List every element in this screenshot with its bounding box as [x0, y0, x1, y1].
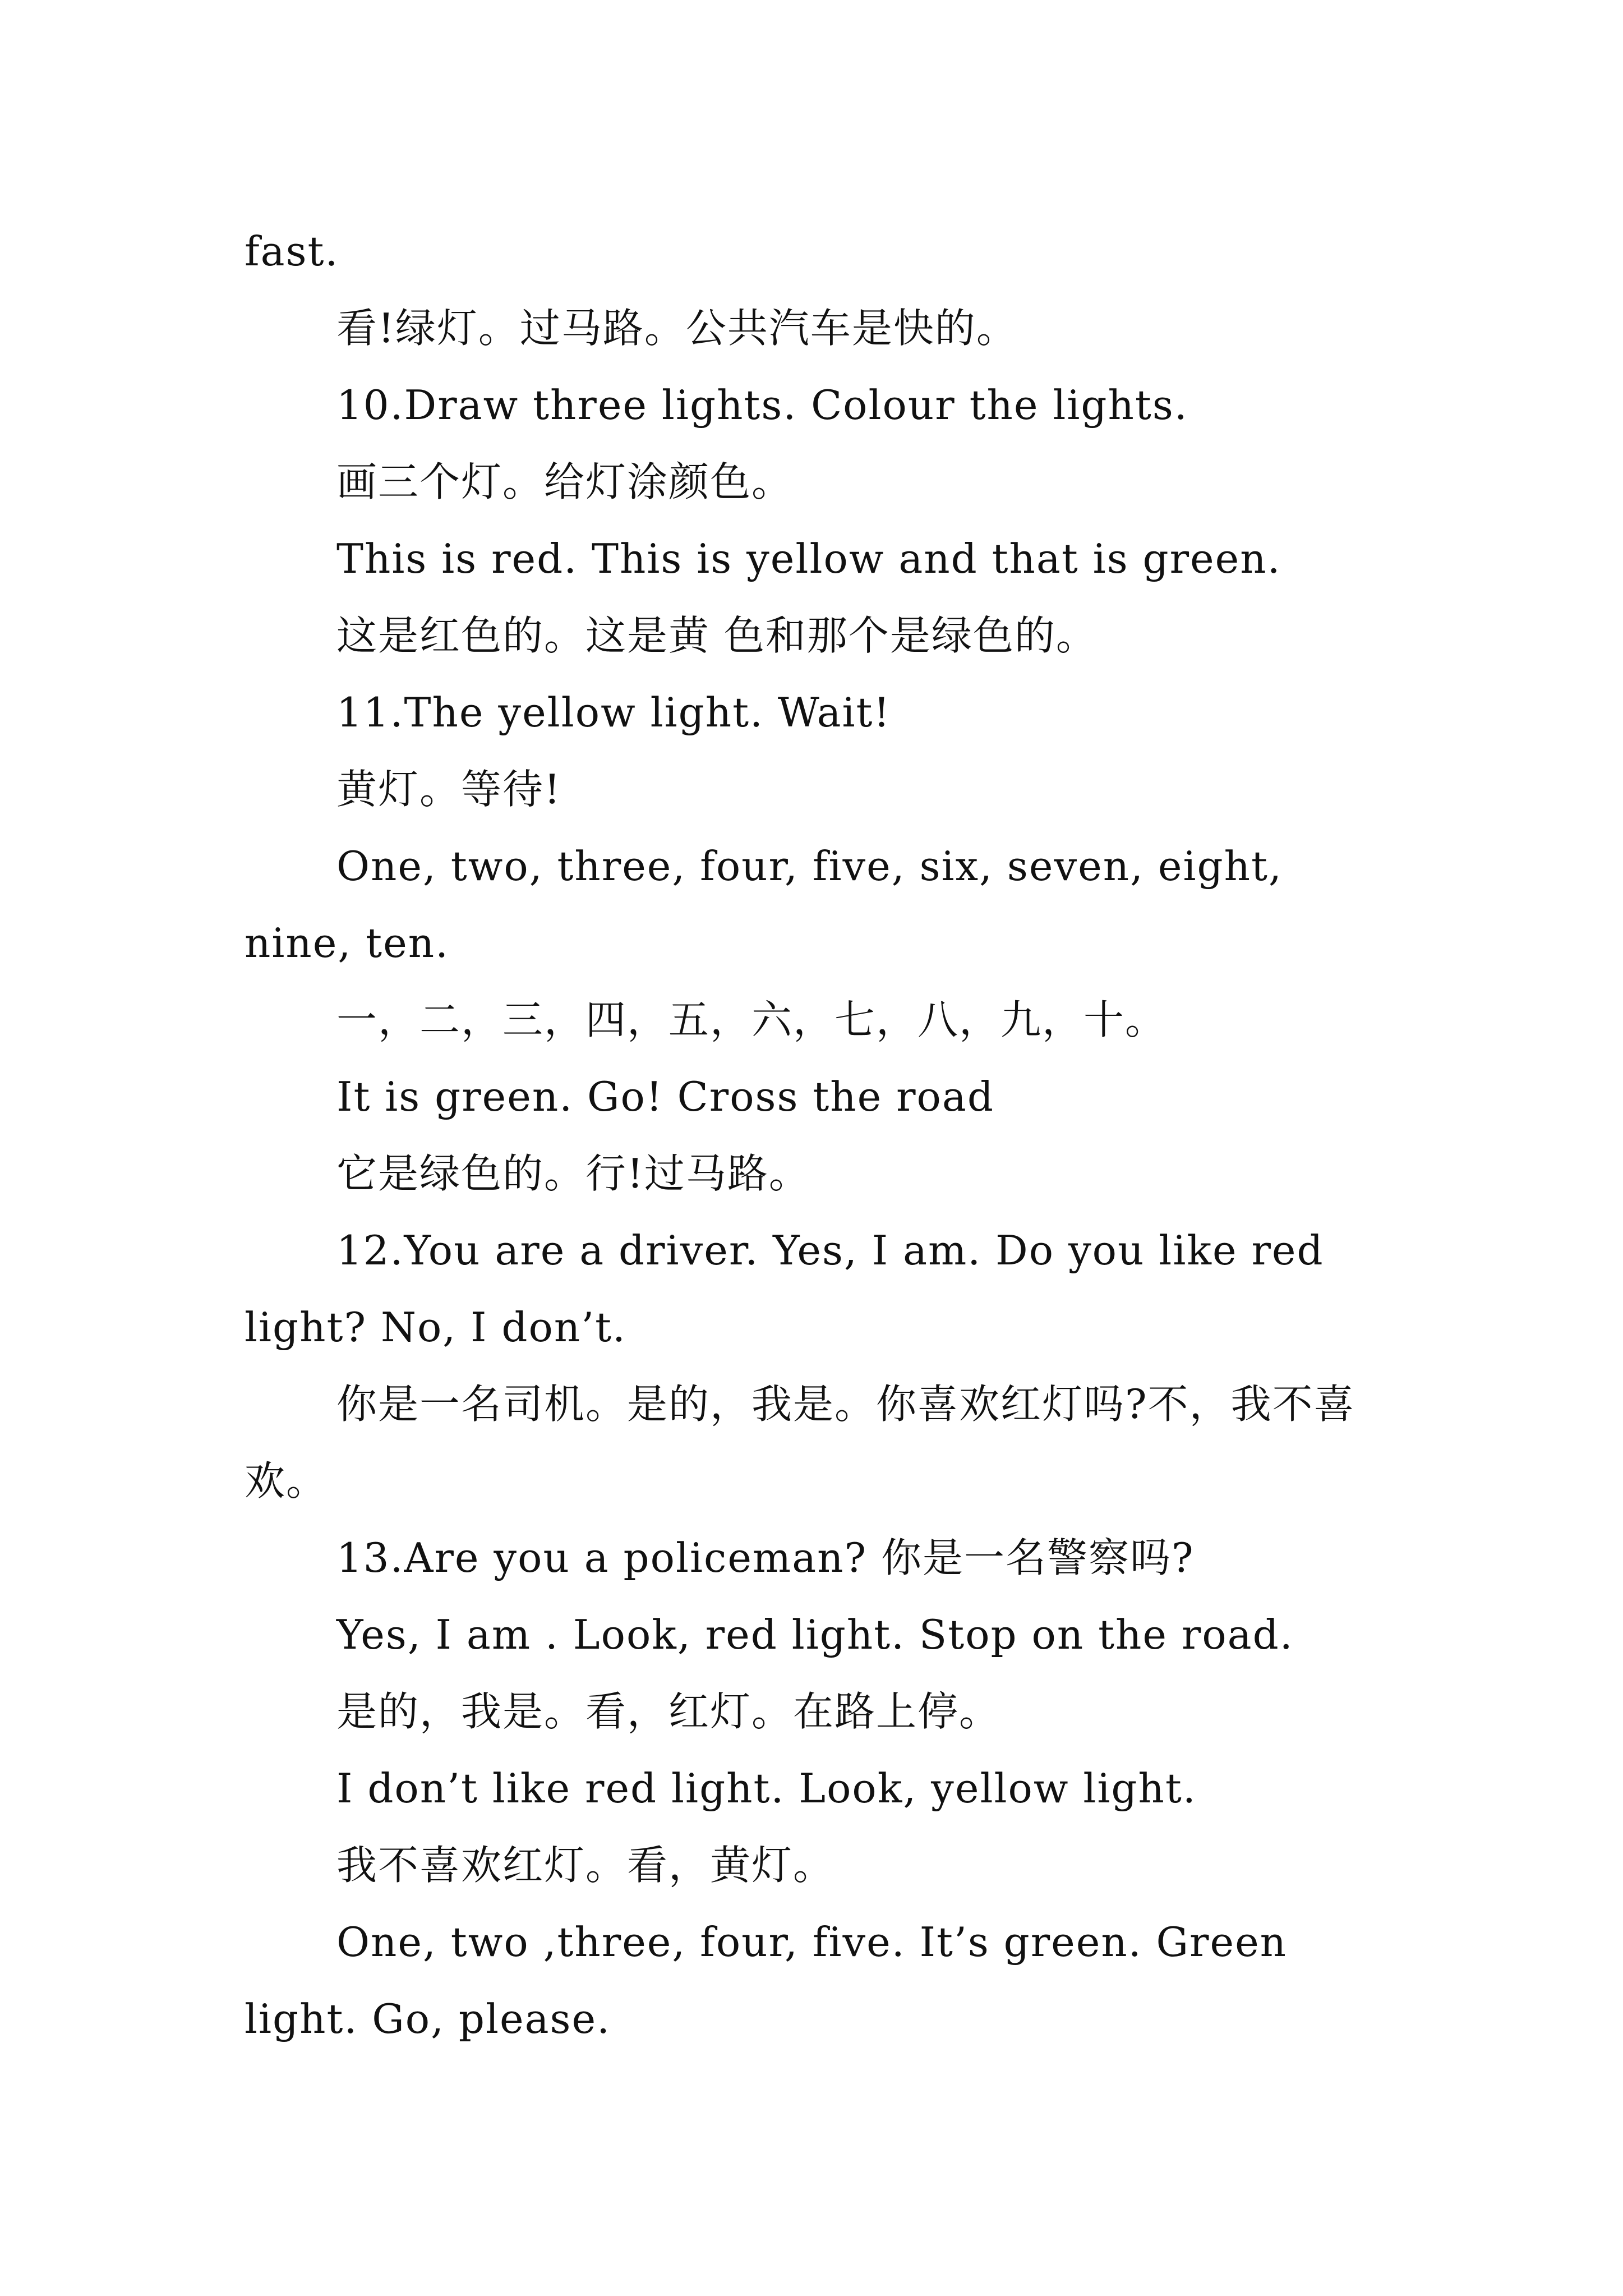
text-line: 10.Draw three lights. Colour the lights.: [336, 381, 1188, 429]
text-line: 这是红色的。这是黄 色和那个是绿色的。: [336, 612, 1098, 659]
text-line: 我不喜欢红灯。看，黄灯。: [336, 1842, 835, 1889]
text-line: 黄灯。等待!: [336, 766, 561, 813]
text-line: 画三个灯。给灯涂颜色。: [336, 458, 794, 505]
text-line: 是的，我是。看，红灯。在路上停。: [336, 1688, 1001, 1735]
document-body: [245, 213, 1394, 2058]
text-line: This is red. This is yellow and that is green.: [336, 535, 1281, 582]
text-line: One, two, three, four, five, six, seven, eight, nine, ten.: [245, 843, 1283, 967]
text-line: 12.You are a driver. Yes, I am. Do you like red light? No, I don’t.: [245, 1227, 1324, 1351]
text-line: 11.The yellow light. Wait!: [336, 689, 891, 736]
text-line: One, two ,three, four, five. It’s green. Green light. Go, please.: [245, 1918, 1288, 2042]
text-line: fast.: [245, 228, 339, 275]
text-line: Yes, I am . Look, red light. Stop on the road.: [336, 1611, 1294, 1658]
text-line: It is green. Go! Cross the road: [336, 1073, 994, 1120]
text-line: 看!绿灯。过马路。公共汽车是快的。: [336, 305, 1018, 352]
text-line: 你是一名司机。是的，我是。你喜欢红灯吗?不，我不喜欢。: [245, 1381, 1355, 1504]
text-line: 13.Are you a policeman? 你是一名警察吗?: [336, 1534, 1195, 1581]
text-line: 一，二，三，四，五，六，七，八，九，十。: [336, 996, 1167, 1043]
text-line: I don’t like red light. Look, yellow light.: [336, 1765, 1197, 1812]
text-line: 它是绿色的。行!过马路。: [336, 1150, 810, 1197]
